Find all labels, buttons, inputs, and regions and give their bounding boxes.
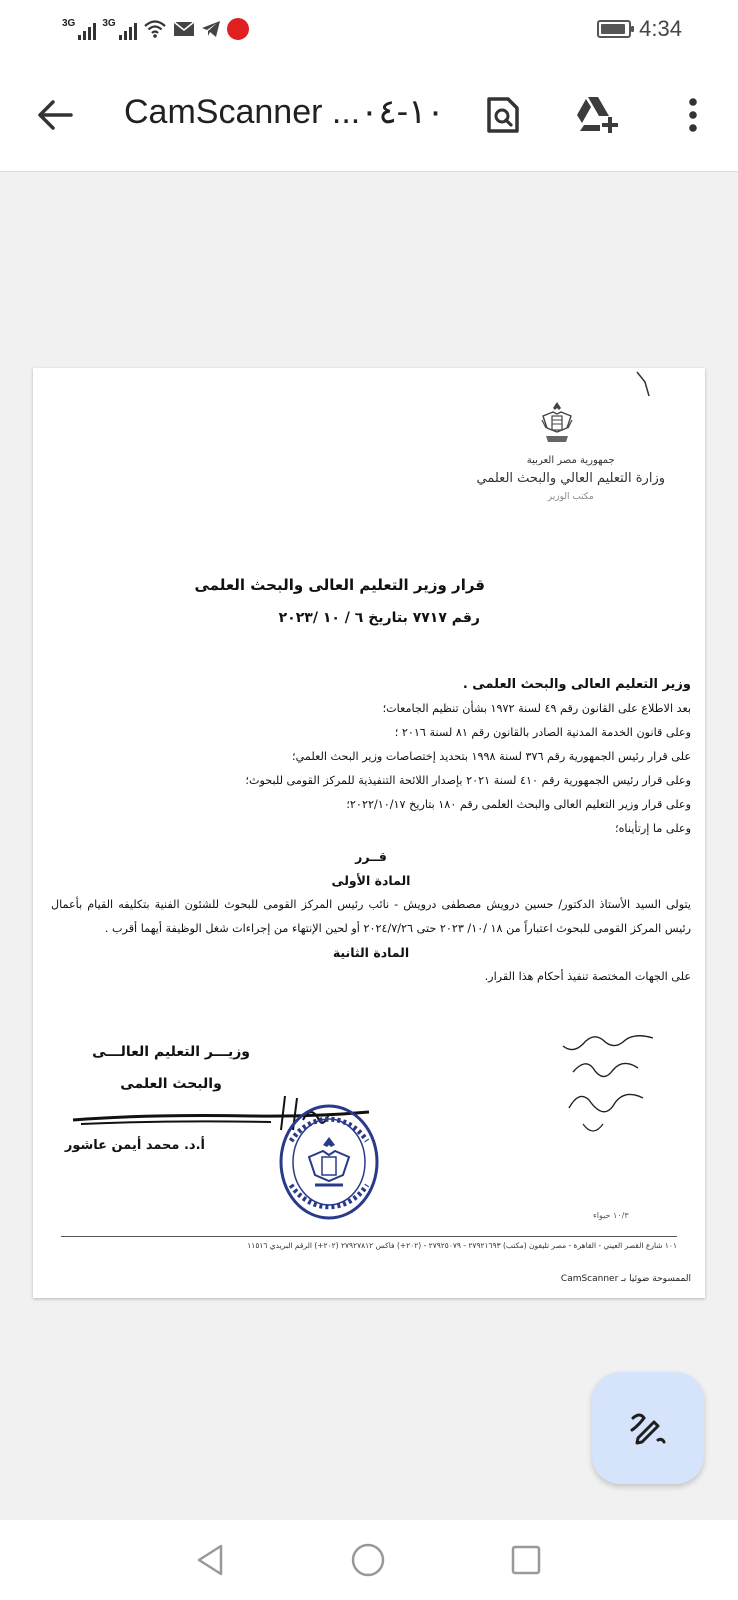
- document-page: [33, 368, 705, 1298]
- edit-pen-icon: [628, 1408, 668, 1448]
- edit-fab-button[interactable]: [592, 1372, 704, 1484]
- scan-mark: [633, 370, 663, 400]
- signal-2-icon: [102, 18, 136, 40]
- signal-1-icon: [62, 18, 96, 40]
- wifi-icon: [143, 19, 167, 39]
- navigation-bar: [0, 1520, 738, 1600]
- back-triangle-icon[interactable]: [188, 1538, 232, 1582]
- document-viewer[interactable]: [0, 172, 738, 1520]
- status-bar: [0, 0, 738, 58]
- article-2-heading: المادة الثانية: [332, 945, 410, 960]
- eagle-emblem-icon: [538, 398, 576, 452]
- preamble-line-6: وعلى ما إرتأيناه؛: [615, 822, 691, 835]
- letterhead-country: جمهورية مصر العربية: [526, 455, 615, 466]
- signature-title-line-1: وزيـــر التعليم العالـــى: [92, 1044, 250, 1060]
- preamble-line-3: على قرار رئيس الجمهورية رقم ٣٧٦ لسنة ١٩٩٨ بتحديد إختصاصات وزير البحث العلمي؛: [292, 750, 691, 763]
- search-document-icon[interactable]: [478, 90, 528, 140]
- status-icons-right: [597, 16, 682, 42]
- preamble-line-2: وعلى قانون الخدمة المدنية الصادر بالقانون رقم ٨١ لسنة ٢٠١٦ ؛: [394, 726, 691, 739]
- letterhead-office: مكتب الوزير: [547, 491, 594, 502]
- footer-divider: [61, 1236, 677, 1237]
- more-vert-icon[interactable]: [668, 90, 718, 140]
- article-2-text: على الجهات المختصة تنفيذ أحكام هذا القرار.: [484, 970, 691, 983]
- app-bar: [0, 58, 738, 172]
- status-icons-left: [62, 14, 249, 44]
- battery-icon: [597, 20, 631, 38]
- scan-caption: الممسوحة ضوئيا بـ CamScanner: [560, 1274, 691, 1284]
- signatory-name: أ.د. محمد أيمن عاشور: [64, 1138, 205, 1153]
- article-1-heading: المادة الأولى: [331, 873, 411, 888]
- ministry-seal: [277, 1101, 381, 1223]
- letterhead-footer: ١٠١ شارع القصر العيني - القاهرة - مصر تليفون (مكتب) ٢٧٩٢١٦٩٣ - ٢٧٩٢٥٠٧٩ - (٢٠٢+) فاكس ٢٧٩٢٧٨١٢ (٢٠٢+) الرقم البريدي ١١٥١٦: [247, 1241, 677, 1250]
- decree-body: [51, 673, 691, 989]
- mail-icon: [173, 21, 195, 37]
- status-time: 4:34: [639, 16, 682, 41]
- home-circle-icon[interactable]: [346, 1538, 390, 1582]
- add-to-drive-icon[interactable]: [572, 90, 622, 140]
- preamble-line-5: وعلى قرار وزير التعليم العالى والبحث العلمى رقم ١٨٠ بتاريخ ٢٠٢٢/١٠/١٧؛: [346, 798, 691, 811]
- minister-line: وزير التعليم العالى والبحث العلمى .: [462, 677, 691, 692]
- decided-heading: قــرر: [355, 849, 387, 864]
- decree-number: رقم ٧٧١٧ بتاريخ ٦ / ١٠ /٢٠٢٣: [278, 610, 480, 626]
- app-notification-icon: [227, 18, 249, 40]
- decree-title: قرار وزير التعليم العالى والبحث العلمى: [194, 576, 485, 594]
- telegram-icon: [201, 20, 221, 38]
- preamble-line-4: وعلى قرار رئيس الجمهورية رقم ٤١٠ لسنة ٢٠٢١ بإصدار اللائحة التنفيذية للمركز القومى للبحوث؛: [245, 774, 691, 787]
- preamble-line-1: بعد الاطلاع على القانون رقم ٤٩ لسنة ١٩٧٢ بشأن تنظيم الجامعات؛: [382, 702, 691, 715]
- network-type-1: 3G: [62, 18, 76, 29]
- signature-title-line-2: والبحث العلمى: [120, 1076, 222, 1092]
- stamp-reference: ١٠/٣ حيواء: [593, 1211, 629, 1220]
- document-title: CamScanner ...١٠-٠٤: [124, 93, 445, 131]
- letterhead: [477, 453, 665, 504]
- network-type-2: 3G: [102, 18, 116, 29]
- recents-square-icon[interactable]: [504, 1538, 548, 1582]
- back-arrow-icon[interactable]: [30, 90, 80, 140]
- handwritten-note: [543, 1028, 663, 1148]
- article-1-text: يتولى السيد الأستاذ الدكتور/ حسين درويش مصطفى درويش - نائب رئيس المركز القومى للبحوث للشئون الفنية بتكليفه القيام بأعمال رئيس المركز القومى للبحوث اعتباراً من ١٨ /١٠/ ٢٠٢٣ حتى ٢٠٢٤/٧/٢٦ أو لحين الإنتهاء من إجراءات شغل الوظيفة أيهما أقرب .: [51, 898, 691, 935]
- letterhead-ministry: وزارة التعليم العالي والبحث العلمي: [476, 471, 665, 486]
